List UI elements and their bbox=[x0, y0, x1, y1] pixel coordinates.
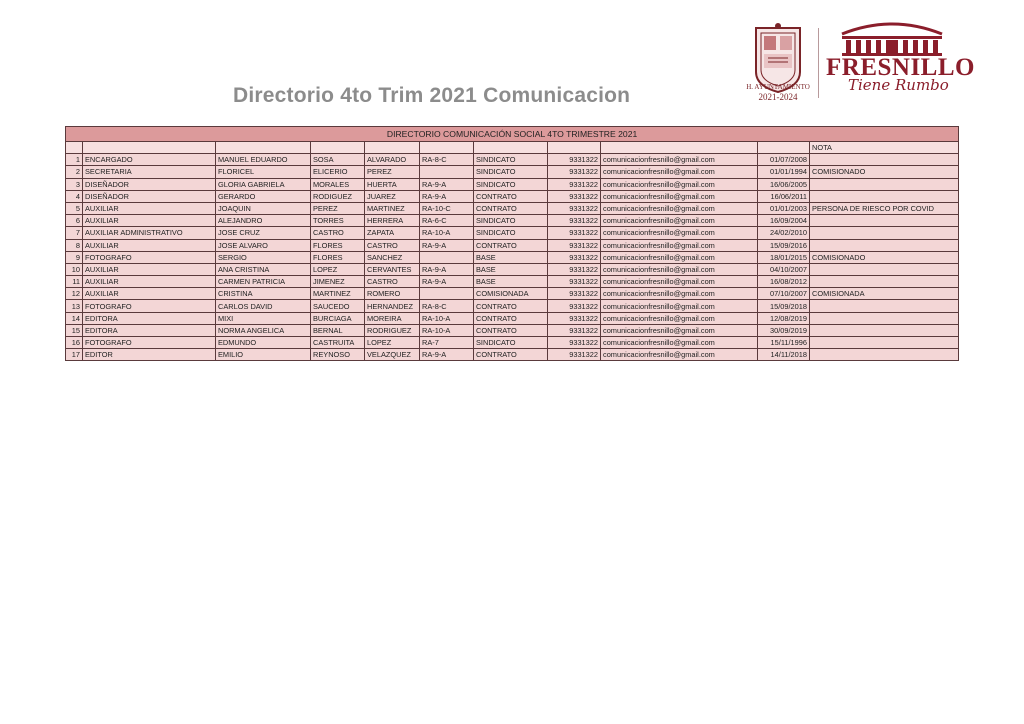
cell-apellido-paterno: JIMENEZ bbox=[311, 276, 365, 288]
cell-puesto: AUXILIAR bbox=[83, 202, 216, 214]
cell-apellido-paterno: BERNAL bbox=[311, 324, 365, 336]
cell-puesto: AUXILIAR bbox=[83, 215, 216, 227]
cell-apellido-materno: CERVANTES bbox=[365, 263, 420, 275]
cell-nota bbox=[810, 154, 959, 166]
cell-email[interactable]: comunicacionfresnillo@gmail.com bbox=[601, 227, 758, 239]
cell-nota bbox=[810, 239, 959, 251]
table-row bbox=[66, 349, 959, 361]
cell-telefono: 9331322 bbox=[548, 251, 601, 263]
empty-cell bbox=[758, 142, 810, 154]
table-subheader-row bbox=[66, 142, 959, 154]
cell-nombre: CARLOS DAVID bbox=[216, 300, 311, 312]
cell-tipo: CONTRATO bbox=[474, 324, 548, 336]
cell-puesto: FOTOGRAFO bbox=[83, 300, 216, 312]
brand-tagline: Tiene Rumbo bbox=[848, 76, 949, 94]
cell-nombre: CRISTINA bbox=[216, 288, 311, 300]
cell-email[interactable]: comunicacionfresnillo@gmail.com bbox=[601, 337, 758, 349]
cell-tipo: SINDICATO bbox=[474, 215, 548, 227]
cell-tipo: SINDICATO bbox=[474, 154, 548, 166]
cell-telefono: 9331322 bbox=[548, 312, 601, 324]
cell-email[interactable]: comunicacionfresnillo@gmail.com bbox=[601, 190, 758, 202]
cell-fecha-ingreso: 07/10/2007 bbox=[758, 288, 810, 300]
cell-nombre: ANA CRISTINA bbox=[216, 263, 311, 275]
empty-cell bbox=[216, 142, 311, 154]
row-number: 15 bbox=[66, 324, 83, 336]
cell-fecha-ingreso: 12/08/2019 bbox=[758, 312, 810, 324]
empty-cell bbox=[548, 142, 601, 154]
cell-nota bbox=[810, 312, 959, 324]
cell-fecha-ingreso: 15/09/2016 bbox=[758, 239, 810, 251]
cell-nombre: EMILIO bbox=[216, 349, 311, 361]
cell-apellido-paterno: FLORES bbox=[311, 251, 365, 263]
cell-apellido-paterno: CASTRUITA bbox=[311, 337, 365, 349]
cell-puesto: EDITORA bbox=[83, 324, 216, 336]
empty-cell bbox=[311, 142, 365, 154]
cell-apellido-paterno: MARTINEZ bbox=[311, 288, 365, 300]
cell-nivel: RA-6-C bbox=[420, 215, 474, 227]
cell-fecha-ingreso: 24/02/2010 bbox=[758, 227, 810, 239]
cell-fecha-ingreso: 16/09/2004 bbox=[758, 215, 810, 227]
cell-apellido-materno: JUAREZ bbox=[365, 190, 420, 202]
table-row bbox=[66, 288, 959, 300]
cell-telefono: 9331322 bbox=[548, 215, 601, 227]
cell-telefono: 9331322 bbox=[548, 239, 601, 251]
table-row bbox=[66, 154, 959, 166]
cell-nombre: GLORIA GABRIELA bbox=[216, 178, 311, 190]
cell-apellido-materno: HERNANDEZ bbox=[365, 300, 420, 312]
cell-fecha-ingreso: 14/11/2018 bbox=[758, 349, 810, 361]
cell-nombre: JOSE ALVARO bbox=[216, 239, 311, 251]
cell-puesto: DISEÑADOR bbox=[83, 178, 216, 190]
cell-email[interactable]: comunicacionfresnillo@gmail.com bbox=[601, 251, 758, 263]
cell-nombre: NORMA ANGELICA bbox=[216, 324, 311, 336]
cell-nivel: RA-10-A bbox=[420, 227, 474, 239]
cell-nivel: RA-10-A bbox=[420, 312, 474, 324]
cell-nombre: SERGIO bbox=[216, 251, 311, 263]
cell-telefono: 9331322 bbox=[548, 154, 601, 166]
cell-telefono: 9331322 bbox=[548, 190, 601, 202]
cell-tipo: SINDICATO bbox=[474, 227, 548, 239]
cell-tipo: SINDICATO bbox=[474, 178, 548, 190]
row-number: 9 bbox=[66, 251, 83, 263]
row-number: 11 bbox=[66, 276, 83, 288]
cell-telefono: 9331322 bbox=[548, 300, 601, 312]
row-number: 12 bbox=[66, 288, 83, 300]
cell-apellido-paterno: LOPEZ bbox=[311, 263, 365, 275]
table-row bbox=[66, 215, 959, 227]
cell-email[interactable]: comunicacionfresnillo@gmail.com bbox=[601, 276, 758, 288]
cell-tipo: CONTRATO bbox=[474, 239, 548, 251]
table-row bbox=[66, 300, 959, 312]
cell-email[interactable]: comunicacionfresnillo@gmail.com bbox=[601, 239, 758, 251]
row-number: 16 bbox=[66, 337, 83, 349]
cell-email[interactable]: comunicacionfresnillo@gmail.com bbox=[601, 288, 758, 300]
cell-puesto: AUXILIAR bbox=[83, 239, 216, 251]
cell-fecha-ingreso: 01/07/2008 bbox=[758, 154, 810, 166]
table-header: DIRECTORIO COMUNICACIÓN SOCIAL 4TO TRIMESTRE 2021 bbox=[66, 127, 959, 142]
cell-apellido-paterno: PEREZ bbox=[311, 202, 365, 214]
cell-nombre: EDMUNDO bbox=[216, 337, 311, 349]
cell-nivel: RA-9-A bbox=[420, 349, 474, 361]
brand-name: FRESNILLO bbox=[826, 54, 975, 81]
row-number: 13 bbox=[66, 300, 83, 312]
table-row bbox=[66, 202, 959, 214]
cell-tipo: CONTRATO bbox=[474, 300, 548, 312]
cell-tipo: CONTRATO bbox=[474, 349, 548, 361]
cell-nota bbox=[810, 324, 959, 336]
cell-nota bbox=[810, 337, 959, 349]
cell-nivel: RA-9-A bbox=[420, 276, 474, 288]
cell-tipo: BASE bbox=[474, 251, 548, 263]
empty-cell bbox=[83, 142, 216, 154]
cell-nombre: JOSE CRUZ bbox=[216, 227, 311, 239]
cell-nivel bbox=[420, 288, 474, 300]
cell-fecha-ingreso: 30/09/2019 bbox=[758, 324, 810, 336]
cell-telefono: 9331322 bbox=[548, 263, 601, 275]
note-column-header: NOTA bbox=[810, 142, 959, 154]
cell-nombre: FLORICEL bbox=[216, 166, 311, 178]
cell-apellido-paterno: ELICERIO bbox=[311, 166, 365, 178]
table-row bbox=[66, 276, 959, 288]
cell-nota: PERSONA DE RIESCO POR COVID bbox=[810, 202, 959, 214]
empty-cell bbox=[420, 142, 474, 154]
cell-email[interactable]: comunicacionfresnillo@gmail.com bbox=[601, 166, 758, 178]
row-number: 2 bbox=[66, 166, 83, 178]
table-row bbox=[66, 251, 959, 263]
row-number: 17 bbox=[66, 349, 83, 361]
cell-email[interactable]: comunicacionfresnillo@gmail.com bbox=[601, 202, 758, 214]
cell-nivel: RA-9-A bbox=[420, 239, 474, 251]
cell-puesto: AUXILIAR bbox=[83, 263, 216, 275]
cell-email[interactable]: comunicacionfresnillo@gmail.com bbox=[601, 349, 758, 361]
cell-puesto: FOTOGRAFO bbox=[83, 251, 216, 263]
cell-email[interactable]: comunicacionfresnillo@gmail.com bbox=[601, 263, 758, 275]
cell-nombre: CARMEN PATRICIA bbox=[216, 276, 311, 288]
cell-fecha-ingreso: 16/08/2012 bbox=[758, 276, 810, 288]
row-number: 1 bbox=[66, 154, 83, 166]
cell-nivel: RA-10-C bbox=[420, 202, 474, 214]
fresnillo-building-logo bbox=[838, 20, 946, 56]
cell-apellido-paterno: MORALES bbox=[311, 178, 365, 190]
cell-tipo: SINDICATO bbox=[474, 166, 548, 178]
table-row bbox=[66, 239, 959, 251]
directory-table bbox=[65, 126, 959, 361]
cell-apellido-materno: ZAPATA bbox=[365, 227, 420, 239]
cell-tipo: BASE bbox=[474, 276, 548, 288]
table-row bbox=[66, 312, 959, 324]
cell-email[interactable]: comunicacionfresnillo@gmail.com bbox=[601, 300, 758, 312]
cell-telefono: 9331322 bbox=[548, 288, 601, 300]
cell-apellido-paterno: FLORES bbox=[311, 239, 365, 251]
cell-nivel: RA-8-C bbox=[420, 154, 474, 166]
cell-nombre: MIXI bbox=[216, 312, 311, 324]
cell-apellido-paterno: RODIGUEZ bbox=[311, 190, 365, 202]
cell-telefono: 9331322 bbox=[548, 202, 601, 214]
cell-puesto: FOTOGRAFO bbox=[83, 337, 216, 349]
seal-caption bbox=[742, 82, 814, 102]
cell-nota bbox=[810, 263, 959, 275]
cell-apellido-materno: MARTINEZ bbox=[365, 202, 420, 214]
table-row bbox=[66, 263, 959, 275]
table-header-row bbox=[66, 127, 959, 142]
cell-nota bbox=[810, 300, 959, 312]
cell-nombre: JOAQUIN bbox=[216, 202, 311, 214]
cell-apellido-materno: SANCHEZ bbox=[365, 251, 420, 263]
cell-apellido-paterno: TORRES bbox=[311, 215, 365, 227]
table-row bbox=[66, 166, 959, 178]
cell-puesto: EDITOR bbox=[83, 349, 216, 361]
table-row bbox=[66, 227, 959, 239]
cell-puesto: AUXILIAR bbox=[83, 288, 216, 300]
page-title: Directorio 4to Trim 2021 Comunicacion bbox=[233, 84, 631, 107]
cell-nivel: RA-9-A bbox=[420, 178, 474, 190]
table-row bbox=[66, 178, 959, 190]
cell-puesto: EDITORA bbox=[83, 312, 216, 324]
row-number: 3 bbox=[66, 178, 83, 190]
cell-fecha-ingreso: 15/09/2018 bbox=[758, 300, 810, 312]
cell-tipo: CONTRATO bbox=[474, 312, 548, 324]
brand-divider bbox=[818, 28, 819, 98]
cell-apellido-paterno: SOSA bbox=[311, 154, 365, 166]
cell-nivel bbox=[420, 166, 474, 178]
cell-fecha-ingreso: 18/01/2015 bbox=[758, 251, 810, 263]
cell-apellido-materno: VELAZQUEZ bbox=[365, 349, 420, 361]
cell-nota bbox=[810, 190, 959, 202]
cell-puesto: SECRETARIA bbox=[83, 166, 216, 178]
cell-email[interactable]: comunicacionfresnillo@gmail.com bbox=[601, 154, 758, 166]
row-number: 7 bbox=[66, 227, 83, 239]
row-number: 8 bbox=[66, 239, 83, 251]
empty-cell bbox=[474, 142, 548, 154]
row-number: 6 bbox=[66, 215, 83, 227]
cell-telefono: 9331322 bbox=[548, 227, 601, 239]
cell-nombre: GERARDO bbox=[216, 190, 311, 202]
cell-nivel: RA-9-A bbox=[420, 263, 474, 275]
cell-email[interactable]: comunicacionfresnillo@gmail.com bbox=[601, 178, 758, 190]
cell-apellido-materno: PEREZ bbox=[365, 166, 420, 178]
row-number: 10 bbox=[66, 263, 83, 275]
cell-email[interactable]: comunicacionfresnillo@gmail.com bbox=[601, 215, 758, 227]
seal-caption-line1: H. AYUNTAMIENTO bbox=[746, 83, 810, 91]
cell-puesto: DISEÑADOR bbox=[83, 190, 216, 202]
empty-cell bbox=[601, 142, 758, 154]
table-row bbox=[66, 337, 959, 349]
cell-nota bbox=[810, 349, 959, 361]
cell-nivel: RA-9-A bbox=[420, 190, 474, 202]
cell-fecha-ingreso: 15/11/1996 bbox=[758, 337, 810, 349]
cell-nombre: MANUEL EDUARDO bbox=[216, 154, 311, 166]
cell-tipo: CONTRATO bbox=[474, 202, 548, 214]
cell-nivel bbox=[420, 251, 474, 263]
cell-nivel: RA-10-A bbox=[420, 324, 474, 336]
table-row bbox=[66, 324, 959, 336]
cell-fecha-ingreso: 04/10/2007 bbox=[758, 263, 810, 275]
cell-apellido-materno: ROMERO bbox=[365, 288, 420, 300]
cell-nota bbox=[810, 215, 959, 227]
cell-apellido-materno: CASTRO bbox=[365, 276, 420, 288]
row-number: 4 bbox=[66, 190, 83, 202]
cell-puesto: AUXILIAR bbox=[83, 276, 216, 288]
empty-cell bbox=[365, 142, 420, 154]
cell-fecha-ingreso: 01/01/2003 bbox=[758, 202, 810, 214]
cell-nota: COMISIONADA bbox=[810, 288, 959, 300]
cell-apellido-materno: CASTRO bbox=[365, 239, 420, 251]
seal-caption-line2: 2021-2024 bbox=[758, 92, 798, 102]
cell-nota bbox=[810, 227, 959, 239]
cell-apellido-materno: ALVARADO bbox=[365, 154, 420, 166]
empty-cell bbox=[66, 142, 83, 154]
row-number: 14 bbox=[66, 312, 83, 324]
cell-puesto: AUXILIAR ADMINISTRATIVO bbox=[83, 227, 216, 239]
cell-telefono: 9331322 bbox=[548, 166, 601, 178]
row-number: 5 bbox=[66, 202, 83, 214]
cell-telefono: 9331322 bbox=[548, 324, 601, 336]
cell-apellido-materno: HUERTA bbox=[365, 178, 420, 190]
cell-apellido-materno: RODRIGUEZ bbox=[365, 324, 420, 336]
cell-nota: COMISIONADO bbox=[810, 251, 959, 263]
cell-fecha-ingreso: 16/06/2005 bbox=[758, 178, 810, 190]
cell-puesto: ENCARGADO bbox=[83, 154, 216, 166]
cell-telefono: 9331322 bbox=[548, 337, 601, 349]
cell-fecha-ingreso: 01/01/1994 bbox=[758, 166, 810, 178]
cell-telefono: 9331322 bbox=[548, 178, 601, 190]
cell-telefono: 9331322 bbox=[548, 276, 601, 288]
cell-nivel: RA-7 bbox=[420, 337, 474, 349]
table-row bbox=[66, 190, 959, 202]
cell-tipo: CONTRATO bbox=[474, 190, 548, 202]
cell-apellido-materno: LOPEZ bbox=[365, 337, 420, 349]
cell-tipo: COMISIONADA bbox=[474, 288, 548, 300]
cell-telefono: 9331322 bbox=[548, 349, 601, 361]
cell-tipo: BASE bbox=[474, 263, 548, 275]
cell-nota bbox=[810, 178, 959, 190]
cell-apellido-paterno: SAUCEDO bbox=[311, 300, 365, 312]
cell-apellido-paterno: REYNOSO bbox=[311, 349, 365, 361]
cell-email[interactable]: comunicacionfresnillo@gmail.com bbox=[601, 312, 758, 324]
cell-apellido-paterno: BURCIAGA bbox=[311, 312, 365, 324]
cell-apellido-materno: MOREIRA bbox=[365, 312, 420, 324]
cell-apellido-materno: HERRERA bbox=[365, 215, 420, 227]
cell-nivel: RA-8-C bbox=[420, 300, 474, 312]
cell-nombre: ALEJANDRO bbox=[216, 215, 311, 227]
cell-email[interactable]: comunicacionfresnillo@gmail.com bbox=[601, 324, 758, 336]
cell-apellido-paterno: CASTRO bbox=[311, 227, 365, 239]
cell-fecha-ingreso: 16/06/2011 bbox=[758, 190, 810, 202]
cell-nota bbox=[810, 276, 959, 288]
cell-nota: COMISIONADO bbox=[810, 166, 959, 178]
cell-tipo: SINDICATO bbox=[474, 337, 548, 349]
